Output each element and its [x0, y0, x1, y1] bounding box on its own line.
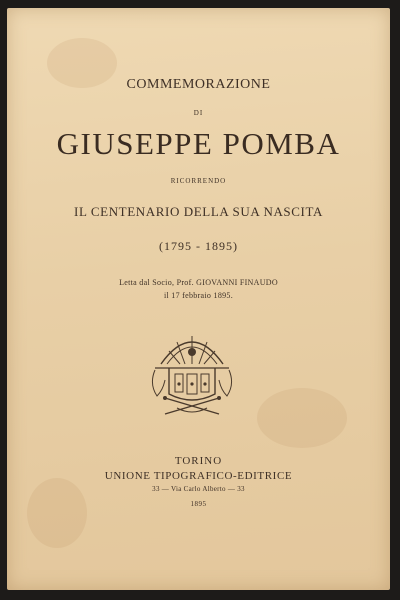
subject-name: GIUSEPPE POMBA [56, 126, 341, 161]
publisher-address: 33 — Via Carlo Alberto — 33 [152, 485, 245, 493]
book-cover [7, 8, 390, 590]
subtitle-ricorrendo: RICORRENDO [170, 177, 227, 185]
preposition-di: DI [193, 109, 204, 117]
author-line: Letta dal Socio, Prof. GIOVANNI FINAUDO [119, 278, 278, 287]
cover-heading: COMMEMORAZIONE [126, 77, 271, 92]
year-range: (1795 - 1895) [159, 239, 238, 253]
publisher-name: UNIONE TIPOGRAFICO-EDITRICE [104, 470, 293, 482]
publisher-emblem-icon [147, 324, 237, 418]
publication-year: 1895 [190, 500, 207, 508]
publication-city: TORINO [174, 455, 223, 467]
reading-date: il 17 febbraio 1895. [163, 291, 234, 300]
paper-stain [257, 388, 347, 448]
centenary-line: IL CENTENARIO DELLA SUA NASCITA [74, 204, 323, 219]
